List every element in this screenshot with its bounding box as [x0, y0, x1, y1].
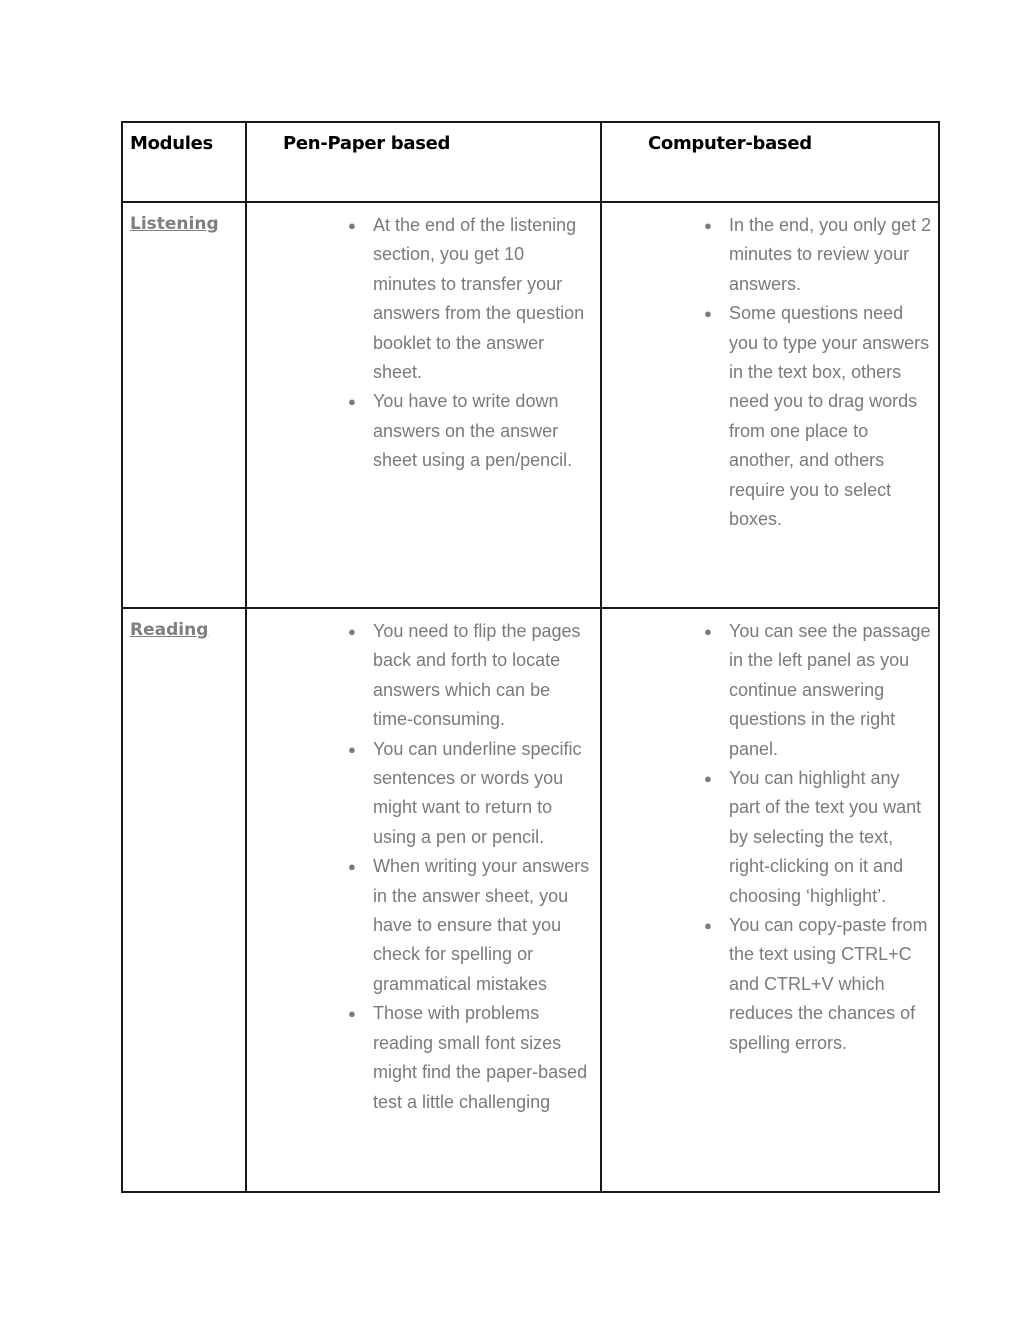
- list-item: ● You have to write down answers on the answer sheet using a pen/pencil.: [373, 387, 592, 475]
- computer-cell-listening: [601, 202, 939, 608]
- list-item: ● In the end, you only get 2 minutes to review your answers.: [729, 211, 932, 299]
- list-item: ● You can highlight any part of the text you want by selecting the text, right-clicking on it and choosing ‘highlight’.: [729, 764, 932, 911]
- list-item: ● You can underline specific sentences or words you might want to return to using a pen or pencil.: [373, 735, 592, 853]
- list-item: ● You can see the passage in the left panel as you continue answering questions in the right panel.: [729, 617, 932, 764]
- list-item: ● When writing your answers in the answer sheet, you have to ensure that you check for spelling or grammatical mistakes: [373, 852, 592, 999]
- bullet-icon: ●: [704, 771, 712, 787]
- module-cell-reading: [122, 608, 246, 1192]
- table-row-reading: [122, 608, 939, 1192]
- bullet-icon: ●: [704, 624, 712, 639]
- header-modules: [122, 122, 246, 202]
- module-link-listening[interactable]: Listening: [130, 214, 219, 234]
- computer-cell-reading: [601, 608, 939, 1192]
- module-cell-listening: [122, 202, 246, 608]
- pen-paper-list-reading: [348, 617, 592, 1117]
- bullet-icon: ●: [348, 394, 356, 410]
- bullet-icon: ●: [704, 918, 712, 934]
- bullet-icon: ●: [348, 624, 356, 639]
- header-computer-label: Computer-based: [648, 133, 812, 154]
- bullet-icon: ●: [348, 859, 356, 875]
- module-link-reading[interactable]: Reading: [130, 620, 209, 640]
- list-item: ● You can copy-paste from the text using CTRL+C and CTRL+V which reduces the chances of spelling errors.: [729, 911, 932, 1058]
- bullet-icon: ●: [348, 741, 356, 757]
- list-item: ● At the end of the listening section, you get 10 minutes to transfer your answers from the question booklet to the answer sheet.: [373, 211, 592, 387]
- comparison-table: [121, 121, 940, 1193]
- bullet-icon: ●: [348, 1006, 356, 1022]
- list-item: ● You need to flip the pages back and forth to locate answers which can be time-consuming.: [373, 617, 592, 735]
- header-pen-paper: [246, 122, 601, 202]
- bullet-icon: ●: [704, 306, 712, 322]
- header-computer: [601, 122, 939, 202]
- pen-paper-cell-listening: [246, 202, 601, 608]
- bullet-icon: ●: [704, 218, 712, 233]
- pen-paper-list-listening: [348, 211, 592, 476]
- computer-list-reading: [704, 617, 932, 1058]
- pen-paper-cell-reading: [246, 608, 601, 1192]
- header-pen-paper-label: Pen-Paper based: [283, 133, 451, 154]
- table-header-row: [122, 122, 939, 202]
- bullet-icon: ●: [348, 218, 356, 233]
- list-item: ● Those with problems reading small font sizes might find the paper-based test a little challenging: [373, 999, 592, 1117]
- list-item: ● Some questions need you to type your answers in the text box, others need you to drag words from one place to another, and others require you to select boxes.: [729, 299, 932, 534]
- header-modules-label: Modules: [130, 133, 213, 154]
- computer-list-listening: [704, 211, 932, 534]
- table-row-listening: [122, 202, 939, 608]
